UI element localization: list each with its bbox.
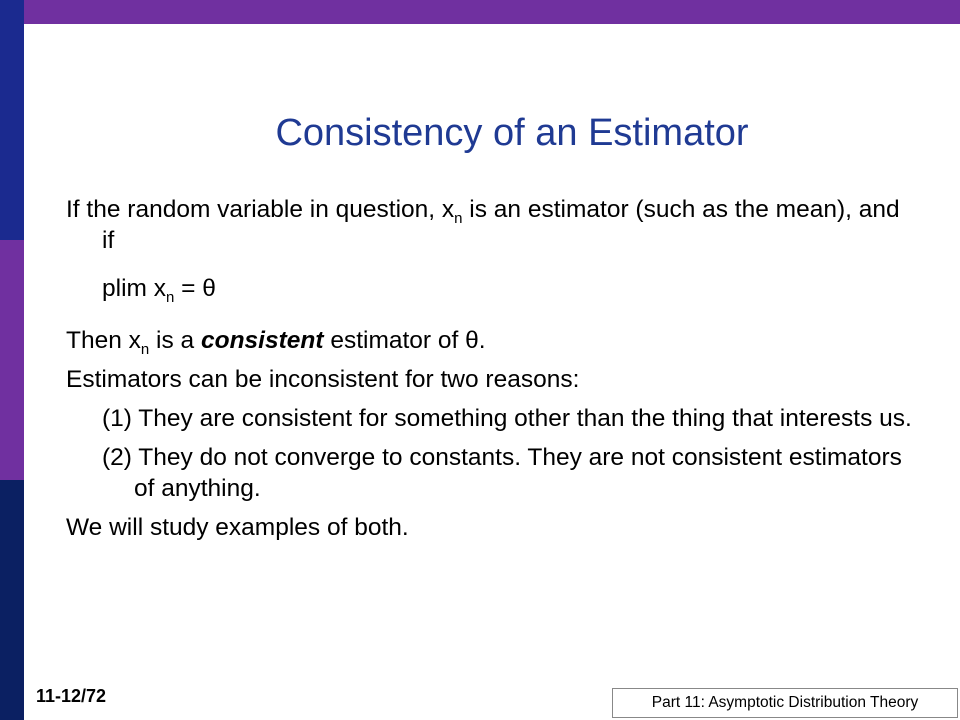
text-run: = θ: [174, 275, 216, 302]
subscript-n: n: [165, 289, 175, 306]
paragraph-estimator-definition: [66, 194, 916, 256]
paragraph-conclusion: We will study examples of both.: [66, 514, 409, 541]
paragraph-consistent: [66, 325, 916, 356]
paragraph-plim: [66, 273, 916, 304]
slide-title: Consistency of an Estimator: [275, 112, 749, 154]
paragraph-reason-2: (2) They do not converge to constants. They are not consistent estimators of anything.: [102, 444, 902, 502]
subscript-n: n: [454, 210, 463, 227]
emphasis-consistent: consistent: [201, 327, 324, 354]
subscript-n: n: [140, 341, 150, 358]
text-run: is a: [149, 327, 201, 354]
text-run: If the random variable in question, x: [66, 196, 455, 223]
text-run: estimator of θ.: [323, 327, 486, 354]
text-run: is an estimator (such as the mean), and if: [102, 196, 900, 254]
frame-bar-left-middle: [0, 240, 24, 480]
text-run: plim x: [102, 275, 166, 302]
paragraph-reason-1: (1) They are consistent for something other than the thing that interests us.: [102, 405, 912, 432]
paragraph-reasons-intro: Estimators can be inconsistent for two reasons:: [66, 366, 580, 393]
footer-course-label: Part 11: Asymptotic Distribution Theory: [612, 688, 958, 718]
slide-number: 11-12/72: [36, 686, 107, 706]
frame-bar-top: [24, 0, 960, 24]
frame-bar-left-bottom: [0, 480, 24, 720]
text-run: Then x: [66, 327, 141, 354]
slide-body: [66, 194, 916, 543]
